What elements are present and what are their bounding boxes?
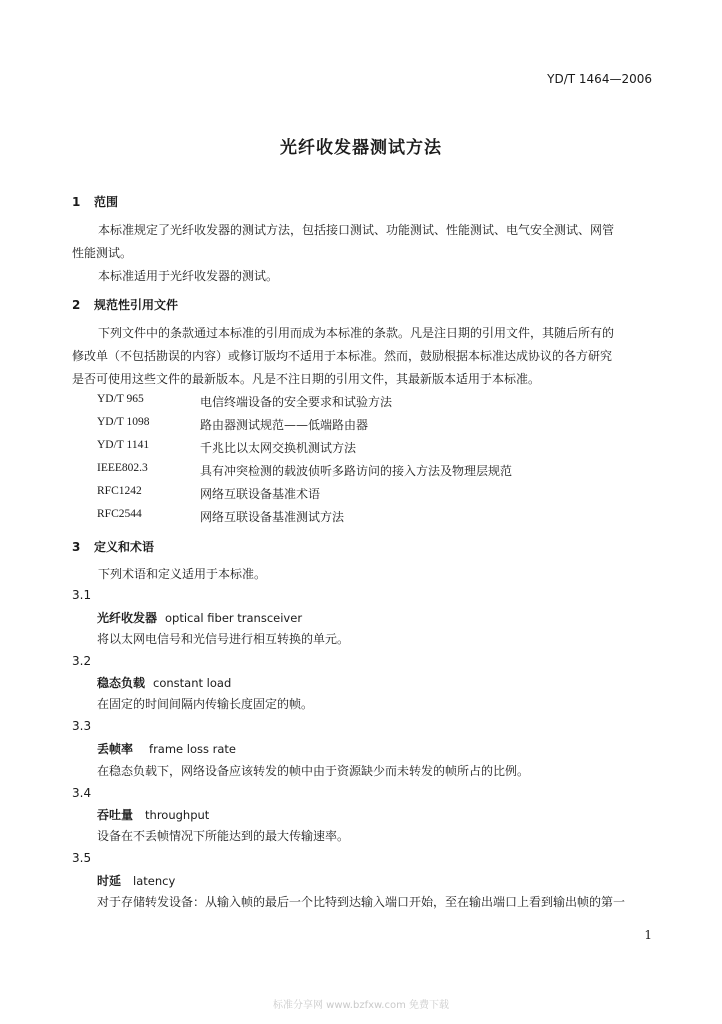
section-1-para-1-line-2: 性能测试。 xyxy=(72,246,133,260)
reference-code: RFC1242 xyxy=(97,485,142,497)
section-2-heading xyxy=(72,296,178,313)
term-number: 3.3 xyxy=(72,719,92,733)
section-3-intro: 下列术语和定义适用于本标准。 xyxy=(98,567,267,581)
term-definition: 设备在不丢帧情况下所能达到的最大传输速率。 xyxy=(97,829,350,843)
section-1-heading xyxy=(72,193,118,210)
term-definition: 在固定的时间间隔内传输长度固定的帧。 xyxy=(97,697,314,711)
watermark: 标准分享网 www.bzfxw.com 免费下载 xyxy=(273,1000,449,1011)
term-zh: 时延 xyxy=(97,874,122,888)
term-name xyxy=(97,872,175,889)
section-2-para-line-3: 是否可使用这些文件的最新版本。凡是不注日期的引用文件，其最新版本适用于本标准。 xyxy=(72,372,541,386)
reference-title: 网络互联设备基准术语 xyxy=(200,487,321,501)
reference-title: 电信终端设备的安全要求和试验方法 xyxy=(200,395,393,409)
term-number: 3.4 xyxy=(72,786,92,800)
reference-title: 具有冲突检测的载波侦听多路访问的接入方法及物理层规范 xyxy=(200,464,513,478)
term-definition: 对于存储转发设备：从输入帧的最后一个比特到达输入端口开始，至在输出端口上看到输出帧的第一 xyxy=(97,895,626,909)
section-2-para-line-2: 修改单（不包括勘误的内容）或修订版均不适用于本标准。然而，鼓励根据本标准达成协议的各方研究 xyxy=(72,349,613,363)
section-1-para-1-line-1: 本标准规定了光纤收发器的测试方法，包括接口测试、功能测试、性能测试、电气安全测试、网管 xyxy=(98,223,615,237)
term-en: optical fiber transceiver xyxy=(165,611,303,625)
term-zh: 稳态负载 xyxy=(97,676,146,690)
standard-code: YD/T 1464—2006 xyxy=(547,72,652,86)
term-en: throughput xyxy=(145,808,210,822)
term-name xyxy=(97,674,231,691)
reference-code: RFC2544 xyxy=(97,508,142,520)
section-2-para-line-1: 下列文件中的条款通过本标准的引用而成为本标准的条款。凡是注日期的引用文件，其随后所有的 xyxy=(98,326,615,340)
term-zh: 丢帧率 xyxy=(97,742,134,756)
term-number: 3.5 xyxy=(72,851,92,865)
term-name xyxy=(97,740,236,757)
section-2-number: 2 xyxy=(72,298,81,312)
term-number: 3.1 xyxy=(72,588,92,602)
document-title: 光纤收发器测试方法 xyxy=(280,138,442,158)
section-3-number: 3 xyxy=(72,540,81,554)
reference-title: 网络互联设备基准测试方法 xyxy=(200,510,345,524)
term-number: 3.2 xyxy=(72,654,92,668)
term-en: constant load xyxy=(153,676,232,690)
reference-code: IEEE802.3 xyxy=(97,462,148,474)
reference-code: YD/T 1098 xyxy=(97,416,150,428)
term-en: frame loss rate xyxy=(149,742,237,756)
section-1-title: 范围 xyxy=(94,195,119,209)
page-number: 1 xyxy=(644,928,652,942)
term-en: latency xyxy=(133,874,176,888)
term-name xyxy=(97,806,209,823)
section-3-title: 定义和术语 xyxy=(94,540,155,554)
reference-code: YD/T 1141 xyxy=(97,439,150,451)
term-zh: 光纤收发器 xyxy=(97,611,158,625)
term-definition: 在稳态负载下，网络设备应该转发的帧中由于资源缺少而未转发的帧所占的比例。 xyxy=(97,764,530,778)
section-3-heading xyxy=(72,538,154,555)
reference-title: 千兆比以太网交换机测试方法 xyxy=(200,441,357,455)
term-zh: 吞吐量 xyxy=(97,808,134,822)
reference-code: YD/T 965 xyxy=(97,393,144,405)
term-definition: 将以太网电信号和光信号进行相互转换的单元。 xyxy=(97,632,350,646)
section-2-title: 规范性引用文件 xyxy=(94,298,179,312)
section-1-para-2: 本标准适用于光纤收发器的测试。 xyxy=(98,269,279,283)
section-1-number: 1 xyxy=(72,195,81,209)
term-name xyxy=(97,609,302,626)
reference-title: 路由器测试规范——低端路由器 xyxy=(200,418,369,432)
